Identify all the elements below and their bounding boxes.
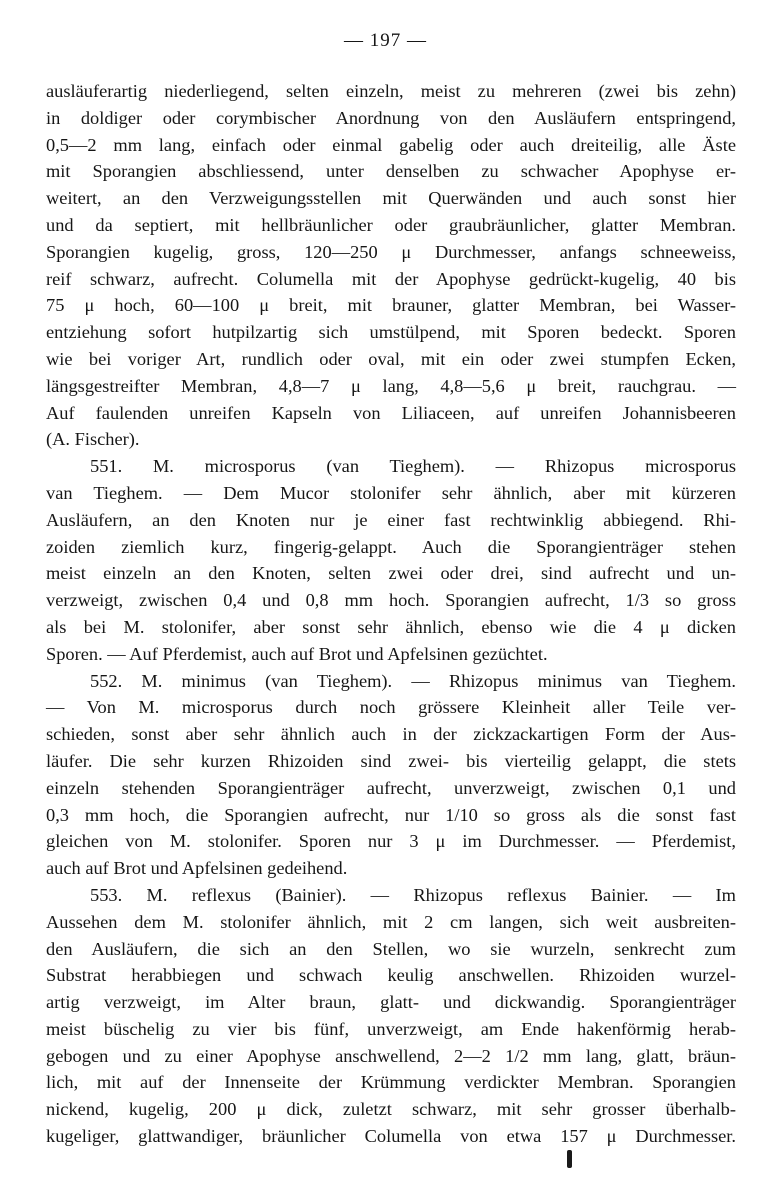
text-line: mit Sporangien abschliessend, unter denselben zu schwacher Apophyse er- <box>46 161 736 182</box>
text-line: gleichen von M. stolonifer. Sporen nur 3 μ im Durchmesser. — Pferdemist, <box>46 831 736 852</box>
text-line: 0,5—2 mm lang, einfach oder einmal gabelig oder auch dreiteilig, alle Äste <box>46 134 736 155</box>
text-line: verzweigt, zwischen 0,4 und 0,8 mm hoch. Sporangien aufrecht, 1/3 so gross <box>46 590 736 611</box>
text-line: lich, mit auf der Innenseite der Krümmung verdickter Membran. Sporangien <box>46 1072 736 1093</box>
text-line: Sporangien kugelig, gross, 120—250 μ Durchmesser, anfangs schneeweiss, <box>46 241 736 262</box>
text-line: läufer. Die sehr kurzen Rhizoiden sind zwei- bis vierteilig gelappt, die stets <box>46 750 736 771</box>
text-line: nickend, kugelig, 200 μ dick, zuletzt schwarz, mit sehr grosser überhalb- <box>46 1099 736 1120</box>
text-line: entziehung sofort hutpilzartig sich umstülpend, mit Sporen bedeckt. Sporen <box>46 322 736 343</box>
text-line: als bei M. stolonifer, aber sonst sehr ähnlich, ebenso wie die 4 μ dicken <box>46 616 736 637</box>
text-line: zoiden ziemlich kurz, fingerig-gelappt. Auch die Sporangienträger stehen <box>46 536 736 557</box>
text-line: meist einzeln an den Knoten, selten zwei oder drei, sind aufrecht und un- <box>46 563 736 584</box>
text-line: wie bei voriger Art, rundlich oder oval, mit ein oder zwei stumpfen Ecken, <box>46 348 736 369</box>
text-line: gebogen und zu einer Apophyse anschwellend, 2—2 1/2 mm lang, glatt, bräun- <box>46 1045 736 1066</box>
text-line: kugeliger, glattwandiger, bräunlicher Columella von etwa 157 μ Durchmesser. <box>46 1126 736 1147</box>
text-line: meist büschelig zu vier bis fünf, unverzweigt, am Ende hakenförmig herab- <box>46 1018 736 1039</box>
text-line: 553. M. reflexus (Bainier). — Rhizopus reflexus Bainier. — Im <box>90 884 736 905</box>
text-line: in doldiger oder corymbischer Anordnung von den Ausläufern entspringend, <box>46 107 736 128</box>
text-line: 0,3 mm hoch, die Sporangien aufrecht, nur 1/10 so gross als die sonst fast <box>46 804 736 825</box>
text-line: längsgestreifter Membran, 4,8—7 μ lang, 4,8—5,6 μ breit, rauchgrau. — <box>46 375 736 396</box>
text-line: artig verzweigt, im Alter braun, glatt- und dickwandig. Sporangienträger <box>46 992 736 1013</box>
text-line: — Von M. microsporus durch noch grössere Kleinheit aller Teile ver- <box>46 697 736 718</box>
text-line: Aussehen dem M. stolonifer ähnlich, mit 2 cm langen, sich weit ausbreiten- <box>46 911 736 932</box>
text-line: van Tieghem. — Dem Mucor stolonifer sehr ähnlich, aber mit kürzeren <box>46 482 736 503</box>
text-line: 75 μ hoch, 60—100 μ breit, mit brauner, glatter Membran, bei Wasser- <box>46 295 736 316</box>
text-line: 551. M. microsporus (van Tieghem). — Rhizopus microsporus <box>90 456 736 477</box>
text-line: Auf faulenden unreifen Kapseln von Liliaceen, auf unreifen Johannisbeeren <box>46 402 736 423</box>
page-number: — 197 — <box>344 30 427 51</box>
text-line: einzeln stehenden Sporangienträger aufrecht, unverzweigt, zwischen 0,1 und <box>46 777 736 798</box>
text-line: Substrat herabbiegen und schwach keulig anschwellen. Rhizoiden wurzel- <box>46 965 736 986</box>
text-line: Sporen. — Auf Pferdemist, auch auf Brot und Apfelsinen gezüchtet. <box>46 643 548 664</box>
text-line: Ausläufern, an den Knoten nur je einer fast rechtwinklig abbiegend. Rhi- <box>46 509 736 530</box>
text-line: und da septiert, mit hellbräunlicher oder graubräunlicher, glatter Membran. <box>46 214 736 235</box>
text-line: weitert, an den Verzweigungsstellen mit Querwänden und auch sonst hier <box>46 188 736 209</box>
ink-mark <box>567 1150 572 1168</box>
text-line: schieden, sonst aber sehr ähnlich auch in der zickzackartigen Form der Aus- <box>46 724 736 745</box>
text-line: (A. Fischer). <box>46 429 140 450</box>
text-line: 552. M. minimus (van Tieghem). — Rhizopus minimus van Tieghem. <box>90 670 736 691</box>
text-line: auch auf Brot und Apfelsinen gedeihend. <box>46 858 348 879</box>
text-line: ausläuferartig niederliegend, selten einzeln, meist zu mehreren (zwei bis zehn) <box>46 81 736 101</box>
body-text <box>46 78 736 1150</box>
text-line: reif schwarz, aufrecht. Columella mit der Apophyse gedrückt-kugelig, 40 bis <box>46 268 736 289</box>
text-line: den Ausläufern, die sich an den Stellen, wo sie wurzeln, senkrecht zum <box>46 938 736 959</box>
